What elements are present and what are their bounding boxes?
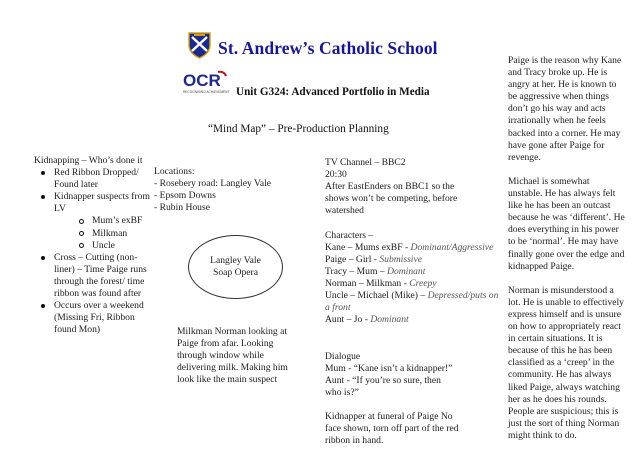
list-item: Red Ribbon Dropped/ Found later: [34, 167, 156, 191]
locations-section: [154, 166, 272, 214]
scheduling-note: After EastEnders on BBC1 so the shows won’t be competing, before watershed: [325, 181, 458, 217]
school-title: St. Andrew’s Catholic School: [218, 38, 438, 58]
norman-note: Norman is misunderstood a lot. He is unable to effectively express himself and is unsure on how to appropriately react in certain situations. It is because of this he has been classified as a ‘creep’ in the community. He has always liked Paige, always watching her as he does his rounds. People are suspicious; this is just the sort of thing Norman might think to do.: [508, 284, 624, 441]
list-item: Milkman: [54, 228, 156, 240]
character-row: Tracy – Mum – Dominant: [325, 265, 426, 277]
character-row: Aunt – Jo - Dominant: [325, 314, 409, 326]
milkman-note: Milkman Norman looking at Paige from afar. Looking through window while delivering milk. Making him look like the main suspect: [177, 326, 288, 386]
list-item: Cross – Cutting (non-liner) – Time Paige runs through the forest/ time ribbon was found after: [34, 252, 156, 300]
list-item: Kidnapper suspects from LV Mum’s exBF Milkman Uncle: [34, 191, 156, 251]
characters-heading: Characters –: [325, 229, 374, 241]
ocr-tagline: RECOGNISING ACHIEVEMENT: [183, 90, 230, 94]
plot-heading: Kidnapping – Who’s done it: [34, 155, 143, 166]
suspect-list: [54, 215, 156, 251]
list-item: Uncle: [54, 240, 156, 252]
channel-line: TV Channel – BBC2: [325, 157, 406, 168]
page-subtitle: “Mind Map” – Pre-Production Planning: [208, 123, 389, 135]
locations-heading: Locations:: [154, 166, 195, 177]
ocr-logo-text: OCR: [183, 71, 221, 90]
character-row: Paige – Girl - Submissive: [325, 253, 422, 265]
list-item: Mum’s exBF: [54, 215, 156, 227]
time-line: 20:30: [325, 169, 347, 181]
center-node-subtitle: Soap Opera: [212, 267, 259, 278]
location-item: - Epsom Downs: [154, 190, 216, 202]
plot-section: [34, 155, 156, 336]
dialogue-line: Aunt - “If you’re so sure, then who is?”: [325, 374, 441, 398]
michael-note: Michael is somewhat unstable. He has always felt like he has been an outcast because he was ‘different’. He does everything in his power to be ‘normal’. He may have finally gone over the edge and kidnapped Paige.: [508, 175, 625, 272]
list-item: Occurs over a weekend (Missing Fri, Ribbon found Mon): [34, 300, 156, 336]
dialogue-heading: Dialogue: [325, 350, 361, 362]
location-item: - Rubin House: [154, 202, 210, 214]
center-node-title: Langley Vale: [210, 254, 261, 266]
kane-note: Paige is the reason why Kane and Tracy broke up. He is angry at her. He is known to be aggressive when things don’t go his way and acts irrationally when he feels backed into a corner. He may have gone after Paige for revenge.: [508, 55, 622, 163]
character-row: Uncle – Michael (Mike) – Depressed/puts on a front: [325, 290, 499, 314]
plot-bullets: [34, 167, 156, 336]
ocr-logo-icon: [182, 70, 236, 96]
right-column: [508, 55, 626, 442]
character-row: Norman – Milkman - Creepy: [325, 277, 437, 289]
funeral-note: Kidnapper at funeral of Paige No face shown, torn off part of the red ribbon in hand.: [325, 410, 459, 447]
center-node: [188, 235, 283, 299]
unit-title: Unit G324: Advanced Portfolio in Media: [236, 86, 430, 98]
location-item: - Rosebery road: Langley Vale: [154, 178, 272, 190]
school-crest-icon: [188, 31, 211, 59]
dialogue-line: Mum - “Kane isn’t a kidnapper!”: [325, 362, 453, 374]
middle-column: [325, 157, 500, 447]
character-row: Kane – Mums exBF - Dominant/Aggressive: [325, 241, 494, 253]
